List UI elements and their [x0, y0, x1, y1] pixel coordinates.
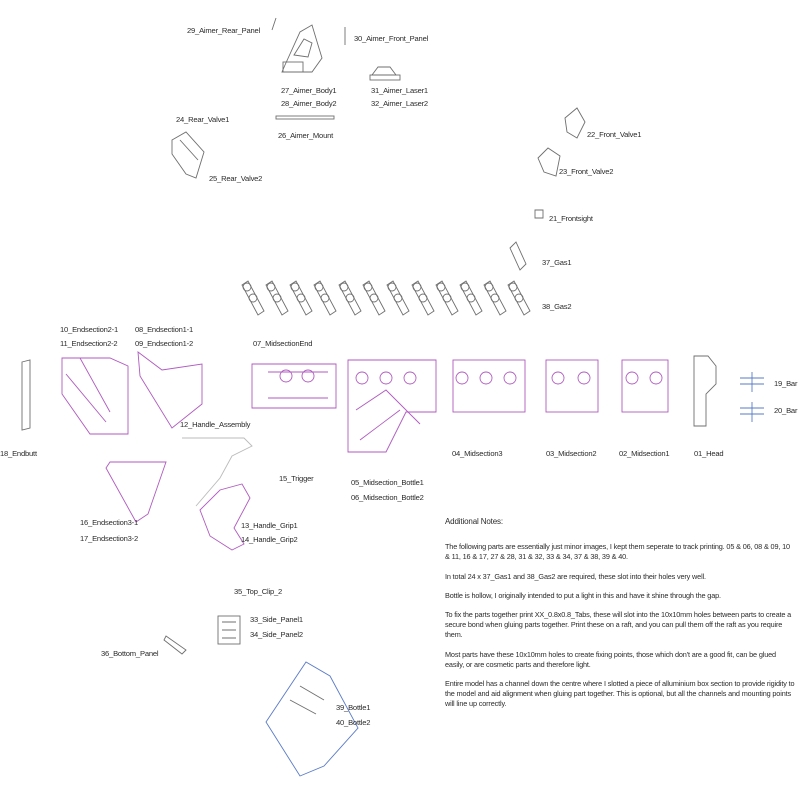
label-gas2: 38_Gas2: [542, 302, 572, 311]
label-midsection1: 02_Midsection1: [619, 449, 670, 458]
note-paragraph: The following parts are essentially just minor images, I kept them seperate to track printing. 05 & 06, 08 & 09, 10 & 11, 16 & 17, 27 & 28, 31 & 32, 33 & 34, 37 & 38, 39 & 40.: [445, 542, 790, 562]
label-aimer-front-panel: 30_Aimer_Front_Panel: [354, 34, 429, 43]
label-front-valve1: 22_Front_Valve1: [587, 130, 642, 139]
label-bar-20: 20_Bar: [774, 406, 798, 415]
label-handle-grip1: 13_Handle_Grip1: [241, 521, 298, 530]
label-trigger: 15_Trigger: [279, 474, 314, 483]
label-endsection1-2: 09_Endsection1-2: [135, 339, 194, 348]
label-midsection-bottle2: 06_Midsection_Bottle2: [351, 493, 424, 502]
label-aimer-body1: 27_Aimer_Body1: [281, 86, 337, 95]
label-endsection3-1: 16_Endsection3-1: [80, 518, 139, 527]
label-endsection1-1: 08_Endsection1-1: [135, 325, 194, 334]
label-head: 01_Head: [694, 449, 724, 458]
label-rear-valve1: 24_Rear_Valve1: [176, 115, 230, 124]
label-front-valve2: 23_Front_Valve2: [559, 167, 614, 176]
label-midsection-bottle1: 05_Midsection_Bottle1: [351, 478, 424, 487]
label-midsection3: 04_Midsection3: [452, 449, 503, 458]
label-endsection3-2: 17_Endsection3-2: [80, 534, 139, 543]
note-paragraph: Entire model has a channel down the centre where I slotted a piece of alluminium box section to provide rigidity to the model and aid alignment when gluing part together. This is optional, but all the channels and mounting points will line up correctly.: [445, 679, 795, 709]
label-top-clip: 35_Top_Clip_2: [234, 587, 283, 596]
note-paragraph: Most parts have these 10x10mm holes to create fixing points, those which don't are a good fit, can be glued easily, or are cosmetic parts and therefore light.: [445, 649, 776, 669]
note-paragraph: In total 24 x 37_Gas1 and 38_Gas2 are required, these slot into their holes very well.: [445, 571, 706, 581]
note-paragraph: To fix the parts together print XX_0.8x0.8_Tabs, these will slot into the 10x10mm holes between parts to create a secure bond when gluing parts together. Print these on a raft, and you can pull them off the raft as you require them.: [445, 610, 792, 640]
label-handle-grip2: 14_Handle_Grip2: [241, 535, 298, 544]
main-body-drawing: [22, 352, 764, 452]
note-paragraph: Bottle is hollow, I originally intended to put a light in this and have it shine through the gap.: [445, 590, 721, 600]
label-gas1: 37_Gas1: [542, 258, 572, 267]
label-endsection2-2: 11_Endsection2-2: [60, 339, 118, 348]
label-side-panel1: 33_Side_Panel1: [250, 615, 303, 624]
gas-parts-drawing: [242, 242, 530, 315]
additional-notes: [445, 517, 795, 719]
label-bottom-panel: 36_Bottom_Panel: [101, 649, 159, 658]
label-aimer-body2: 28_Aimer_Body2: [281, 99, 337, 108]
label-aimer-mount: 26_Aimer_Mount: [278, 131, 334, 140]
label-aimer-rear-panel: 29_Aimer_Rear_Panel: [187, 26, 261, 35]
label-rear-valve2: 25_Rear_Valve2: [209, 174, 263, 183]
label-endbutt: 18_Endbutt: [0, 449, 37, 458]
label-frontsight: 21_Frontsight: [549, 214, 593, 223]
bottom-parts-drawing: [164, 616, 358, 776]
label-aimer-laser2: 32_Aimer_Laser2: [371, 99, 428, 108]
label-bottle2: 40_Bottle2: [336, 718, 371, 727]
label-bottle1: 39_Bottle1: [336, 703, 371, 712]
label-endsection2-1: 10_Endsection2-1: [60, 325, 119, 334]
label-midsection-end: 07_MidsectionEnd: [253, 339, 313, 348]
label-handle-assembly: 12_Handle_Assembly: [180, 420, 251, 429]
label-bar-19: 19_Bar: [774, 379, 798, 388]
label-aimer-laser1: 31_Aimer_Laser1: [371, 86, 428, 95]
valve-parts-drawing: [172, 108, 585, 218]
label-midsection2: 03_Midsection2: [546, 449, 597, 458]
notes-heading: Additional Notes:: [445, 517, 503, 526]
label-side-panel2: 34_Side_Panel2: [250, 630, 303, 639]
